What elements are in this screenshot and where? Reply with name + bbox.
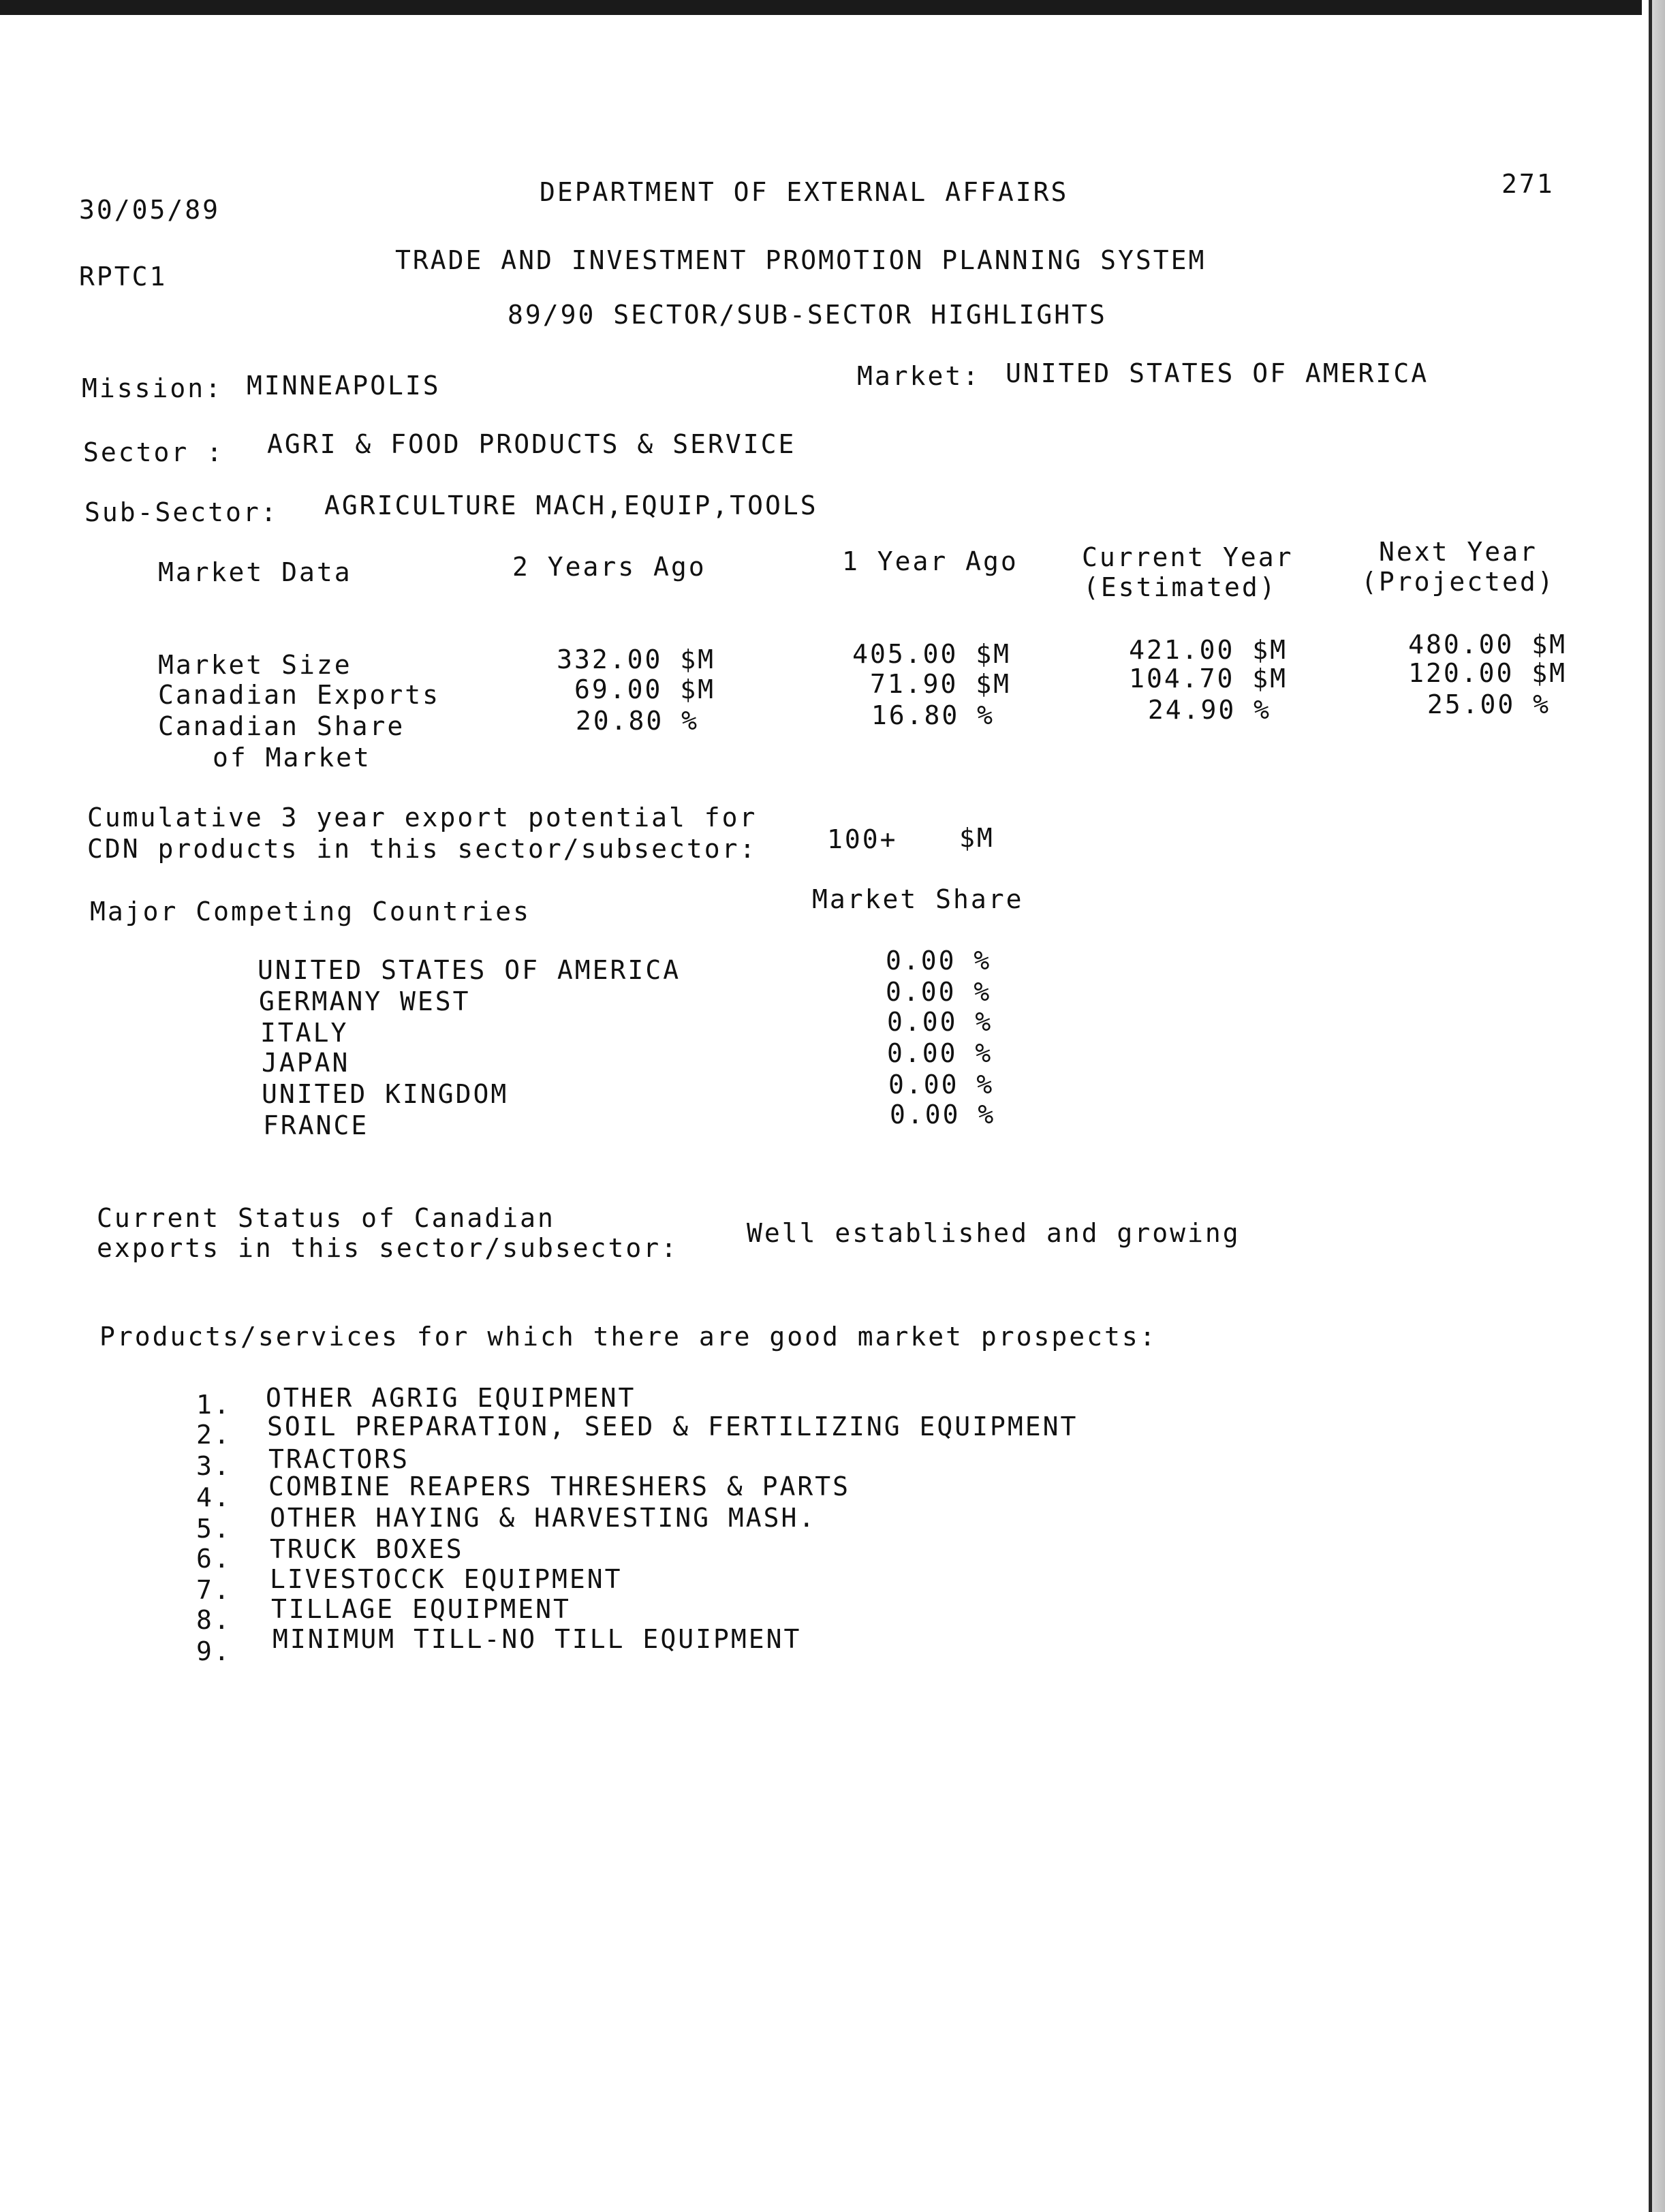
item-number: 9.	[196, 1636, 232, 1666]
cell-value: 24.90 %	[1147, 695, 1271, 725]
system-title: TRADE AND INVESTMENT PROMOTION PLANNING SYSTEM	[395, 245, 1207, 275]
country-name: UNITED KINGDOM	[262, 1079, 509, 1109]
item-text: TRACTORS	[268, 1444, 410, 1474]
cell-value: 25.00 %	[1427, 689, 1551, 719]
country-share: 0.00 %	[886, 946, 992, 976]
col-current-year-estimated: (Estimated)	[1083, 572, 1277, 602]
market-label: Market:	[857, 361, 981, 391]
prospects-header: Products/services for which there are good market prospects:	[99, 1322, 1157, 1352]
country-share: 0.00 %	[888, 1070, 995, 1100]
col-1-year-ago: 1 Year Ago	[842, 546, 1018, 576]
country-share: 0.00 %	[887, 1007, 993, 1037]
cell-value: 480.00 $M	[1408, 629, 1567, 659]
item-number: 2.	[196, 1420, 232, 1450]
country-name: JAPAN	[262, 1048, 350, 1078]
mission-label: Mission:	[82, 373, 223, 403]
cumulative-unit: $M	[959, 823, 995, 853]
mission-value: MINNEAPOLIS	[247, 371, 441, 401]
scan-right-edge	[1642, 0, 1665, 2212]
status-value: Well established and growing	[747, 1218, 1241, 1248]
item-text: TILLAGE EQUIPMENT	[271, 1594, 571, 1624]
cell-value: 421.00 $M	[1129, 635, 1288, 665]
report-date: 30/05/89	[79, 195, 221, 225]
report-code: RPTC1	[79, 262, 168, 292]
report-title: 89/90 SECTOR/SUB-SECTOR HIGHLIGHTS	[508, 300, 1107, 330]
cell-value: 104.70 $M	[1129, 664, 1288, 694]
item-number: 5.	[196, 1514, 232, 1544]
row-label: Market Size	[158, 650, 352, 680]
cell-value: 69.00 $M	[574, 674, 715, 704]
cumulative-line-1: Cumulative 3 year export potential for	[87, 803, 758, 832]
scan-top-edge	[0, 0, 1665, 15]
country-name: GERMANY WEST	[259, 986, 471, 1016]
market-value: UNITED STATES OF AMERICA	[1006, 358, 1429, 388]
item-text: TRUCK BOXES	[270, 1534, 464, 1564]
country-name: ITALY	[260, 1018, 349, 1048]
col-2-years-ago: 2 Years Ago	[512, 552, 706, 582]
item-text: LIVESTOCCK EQUIPMENT	[270, 1564, 623, 1594]
country-share: 0.00 %	[887, 1038, 993, 1068]
department-title: DEPARTMENT OF EXTERNAL AFFAIRS	[540, 177, 1069, 207]
item-text: MINIMUM TILL-NO TILL EQUIPMENT	[273, 1624, 802, 1654]
sub-sector-value: AGRICULTURE MACH,EQUIP,TOOLS	[324, 490, 818, 520]
cell-value: 405.00 $M	[852, 639, 1011, 669]
country-share: 0.00 %	[886, 977, 992, 1007]
status-line-2: exports in this sector/subsector:	[97, 1233, 679, 1263]
item-number: 7.	[196, 1575, 232, 1605]
page-number: 271	[1501, 169, 1555, 199]
item-number: 3.	[196, 1451, 232, 1481]
sector-value: AGRI & FOOD PRODUCTS & SERVICE	[267, 429, 796, 459]
status-line-1: Current Status of Canadian	[97, 1203, 555, 1233]
item-number: 1.	[196, 1390, 232, 1420]
item-text: COMBINE REAPERS THRESHERS & PARTS	[268, 1471, 850, 1501]
country-name: UNITED STATES OF AMERICA	[258, 955, 681, 985]
item-number: 4.	[196, 1482, 232, 1512]
item-text: SOIL PREPARATION, SEED & FERTILIZING EQUIPMENT	[267, 1412, 1078, 1442]
country-share: 0.00 %	[890, 1100, 996, 1130]
col-next-year: Next Year	[1379, 537, 1538, 567]
row-label-continued: of Market	[213, 743, 371, 773]
item-text: OTHER AGRIG EQUIPMENT	[266, 1383, 636, 1413]
sub-sector-label: Sub-Sector:	[84, 497, 279, 527]
cell-value: 16.80 %	[871, 700, 995, 730]
col-next-year-projected: (Projected)	[1361, 567, 1555, 597]
cumulative-value: 100+	[827, 824, 898, 854]
row-label: Canadian Share	[158, 711, 405, 741]
cumulative-line-2: CDN products in this sector/subsector:	[87, 834, 758, 864]
item-number: 6.	[196, 1544, 232, 1574]
sector-label: Sector :	[83, 437, 225, 467]
cell-value: 332.00 $M	[557, 644, 715, 674]
item-text: OTHER HAYING & HARVESTING MASH.	[270, 1503, 817, 1533]
row-label: Canadian Exports	[158, 680, 441, 710]
market-share-header: Market Share	[812, 884, 1024, 914]
cell-value: 20.80 %	[575, 706, 699, 736]
cell-value: 120.00 $M	[1408, 658, 1567, 688]
market-data-header: Market Data	[158, 557, 352, 587]
competitors-header: Major Competing Countries	[90, 897, 531, 926]
country-name: FRANCE	[263, 1110, 369, 1140]
col-current-year: Current Year	[1082, 542, 1294, 572]
item-number: 8.	[196, 1605, 232, 1635]
cell-value: 71.90 $M	[869, 669, 1011, 699]
